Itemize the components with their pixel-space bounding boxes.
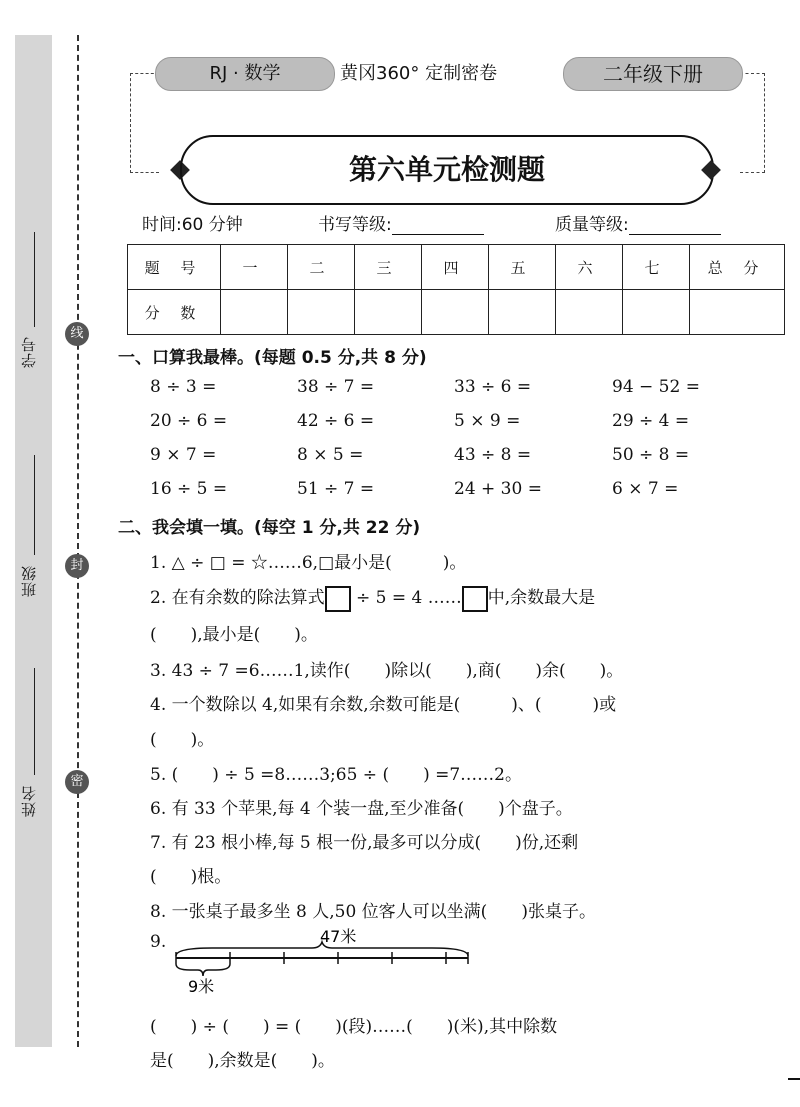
table-cell: 题 号	[128, 245, 221, 290]
table-cell: 六	[556, 245, 623, 290]
name-label: 姓名	[20, 785, 38, 817]
header-dashed-bracket-left	[130, 73, 159, 173]
total-length-label: 47米	[320, 928, 357, 946]
question-7: 7. 有 23 根小棒,每 5 根一份,最多可以分成( )份,还剩	[150, 833, 579, 853]
question-5: 5. ( ) ÷ 5 =8……3;65 ÷ ( ) =7……2。	[150, 765, 522, 785]
writing-grade-label: 书写等级:	[318, 215, 392, 235]
calc-item: 8 × 5 =	[297, 445, 364, 465]
calc-item: 6 × 7 =	[612, 479, 679, 499]
table-cell: 三	[355, 245, 422, 290]
binding-dashed-line	[77, 35, 79, 1047]
subject-pill: RJ · 数学	[155, 57, 335, 91]
calc-item: 5 × 9 =	[454, 411, 521, 431]
section-2-title: 二、我会填一填。(每空 1 分,共 22 分)	[118, 518, 421, 538]
question-2-text-b: ÷ 5 = 4 ……	[350, 588, 462, 608]
quality-grade	[555, 210, 721, 235]
calc-item: 38 ÷ 7 =	[297, 377, 375, 397]
name-blank	[34, 668, 35, 775]
question-9-line-3: 是( ),余数是( )。	[150, 1051, 335, 1071]
quality-grade-label: 质量等级:	[555, 215, 629, 235]
grade-pill: 二年级下册	[563, 57, 743, 91]
question-7-line-2: ( )根。	[150, 867, 232, 887]
section-1-title: 一、口算我最棒。(每题 0.5 分,共 8 分)	[118, 348, 427, 368]
question-2-text-a: 2. 在有余数的除法算式	[150, 588, 325, 608]
calc-item: 20 ÷ 6 =	[150, 411, 228, 431]
score-cell[interactable]	[556, 290, 623, 335]
calc-item: 33 ÷ 6 =	[454, 377, 532, 397]
student-id-blank	[34, 232, 35, 327]
part-brace	[176, 964, 230, 976]
seal-feng: 封	[65, 554, 89, 578]
series-title: 黄冈360° 定制密卷	[340, 63, 498, 84]
question-9-line-2: ( ) ÷ ( ) = ( )(段)……( )(米),其中除数	[150, 1017, 558, 1037]
score-cell[interactable]	[221, 290, 288, 335]
quality-grade-blank[interactable]	[629, 216, 721, 235]
class-blank	[34, 455, 35, 555]
seal-xian: 线	[65, 322, 89, 346]
score-table-score-row	[128, 290, 785, 335]
question-8: 8. 一张桌子最多坐 8 人,50 位客人可以坐满( )张桌子。	[150, 902, 596, 922]
table-cell: 分 数	[128, 290, 221, 335]
calc-item: 94 − 52 =	[612, 377, 700, 397]
table-cell: 五	[489, 245, 556, 290]
writing-grade	[318, 210, 484, 235]
table-cell: 七	[623, 245, 690, 290]
question-4: 4. 一个数除以 4,如果有余数,余数可能是( )、( )或	[150, 695, 617, 715]
table-cell: 一	[221, 245, 288, 290]
score-cell[interactable]	[422, 290, 489, 335]
calc-item: 42 ÷ 6 =	[297, 411, 375, 431]
score-cell[interactable]	[690, 290, 785, 335]
writing-grade-blank[interactable]	[392, 216, 484, 235]
calc-item: 43 ÷ 8 =	[454, 445, 532, 465]
question-2-text-c: 中,余数最大是	[487, 588, 596, 608]
question-6: 6. 有 33 个苹果,每 4 个装一盘,至少准备( )个盘子。	[150, 799, 573, 819]
calc-item: 50 ÷ 8 =	[612, 445, 690, 465]
question-9-number: 9.	[150, 932, 167, 952]
table-cell: 二	[288, 245, 355, 290]
table-cell: 四	[422, 245, 489, 290]
score-cell[interactable]	[489, 290, 556, 335]
class-label: 班级	[20, 565, 38, 597]
calc-item: 9 × 7 =	[150, 445, 217, 465]
table-cell: 总 分	[690, 245, 785, 290]
score-table	[127, 244, 785, 335]
part-length-label: 9米	[188, 977, 215, 996]
calc-item: 16 ÷ 5 =	[150, 479, 228, 499]
page-title: 第六单元检测题	[180, 135, 714, 205]
header-dashed-bracket-right	[740, 73, 765, 173]
time-info: 时间:60 分钟	[142, 215, 243, 235]
question-1: 1. △ ÷ □ = ☆……6,□最小是( )。	[150, 553, 467, 573]
score-cell[interactable]	[623, 290, 690, 335]
calc-item: 8 ÷ 3 =	[150, 377, 217, 397]
calc-item: 29 ÷ 4 =	[612, 411, 690, 431]
question-2-line-2: ( ),最小是( )。	[150, 625, 318, 645]
student-id-label: 学号	[20, 336, 38, 368]
answer-box[interactable]	[462, 586, 488, 612]
score-cell[interactable]	[288, 290, 355, 335]
question-2	[150, 583, 780, 612]
segment-diagram	[172, 928, 482, 1000]
score-cell[interactable]	[355, 290, 422, 335]
answer-box[interactable]	[325, 586, 351, 612]
calc-item: 24 + 30 =	[454, 479, 542, 499]
calc-item: 51 ÷ 7 =	[297, 479, 375, 499]
seal-mi: 密	[65, 770, 89, 794]
score-table-header-row	[128, 245, 785, 290]
question-3: 3. 43 ÷ 7 =6……1,读作( )除以( ),商( )余( )。	[150, 661, 624, 681]
page-corner-mark	[788, 1078, 800, 1080]
question-4-line-2: ( )。	[150, 730, 215, 750]
